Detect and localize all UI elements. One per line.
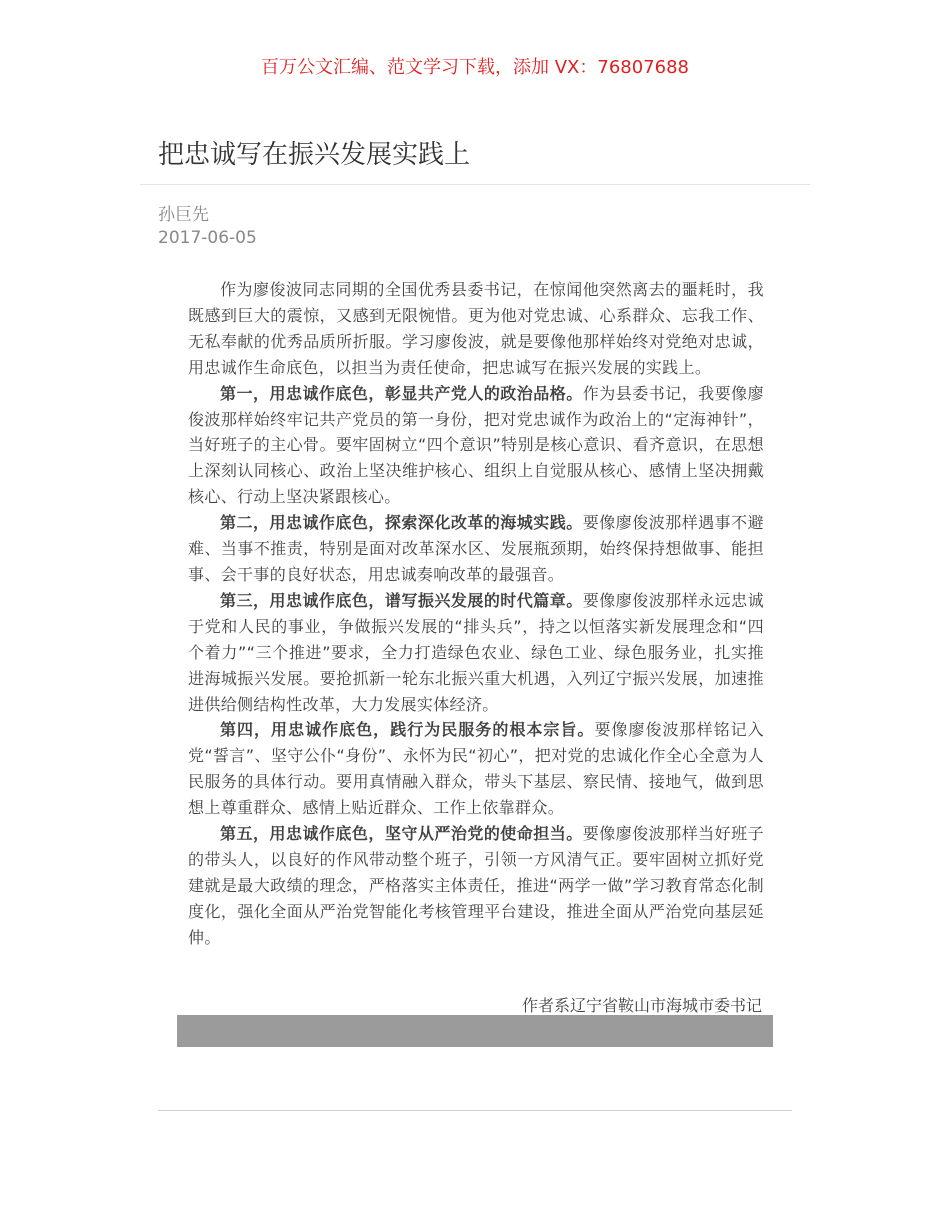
bottom-divider (158, 1110, 792, 1111)
section-heading: 第三，用忠诚作底色，谱写振兴发展的时代篇章。 (220, 590, 583, 610)
intro-paragraph: 作为廖俊波同志同期的全国优秀县委书记，在惊闻他突然离去的噩耗时，我既感到巨大的震惊，又感到无限惋惜。更为他对党忠诚、心系群众、忘我工作、无私奉献的优秀品质所折服。学习廖俊波，就是要像他那样始终对党绝对忠诚，用忠诚作生命底色，以担当为责任使命，把忠诚写在振兴发展的实践上。 (188, 280, 764, 377)
section-body: 要像廖俊波那样铭记入党“誓言”、坚守公仆“身份”、永怀为民“初心”，把对党的忠诚化作全心全意为人民服务的具体行动。要用真情融入群众，带头下基层、察民情、接地气，做到思想上尊重群众、感情上贴近群众、工作上依靠群众。 (188, 720, 764, 818)
section-heading: 第一，用忠诚作底色，彰显共产党人的政治品格。 (220, 383, 583, 403)
article-title: 把忠诚写在振兴发展实践上 (158, 140, 471, 170)
section-body: 要像廖俊波那样遇事不避难、当事不推责，特别是面对改革深水区、发展瓶颈期，始终保持想做事、能担事、会干事的良好状态，用忠诚奏响改革的最强音。 (188, 513, 765, 584)
title-divider (140, 184, 810, 185)
promo-banner: 百万公文汇编、范文学习下载，添加 VX：76807688 (261, 57, 689, 78)
article-date: 2017-06-05 (158, 228, 257, 248)
author-signoff: 作者系辽宁省鞍山市海城市委书记 (521, 996, 762, 1015)
section-paragraph (188, 381, 764, 511)
section-heading: 第五，用忠诚作底色，坚守从严治党的使命担当。 (220, 824, 583, 844)
section-body: 作为县委书记，我要像廖俊波那样始终牢记共产党员的第一身份，把对党忠诚作为政治上的“定海神针”，当好班子的主心骨。要牢固树立“四个意识”特别是核心意识、看齐意识，在思想上深刻认同核心、政治上坚决维护核心、组织上自觉服从核心、感情上坚决拥戴核心、行动上坚决紧跟核心。 (188, 383, 765, 507)
section-paragraph (188, 588, 764, 718)
section-heading: 第四，用忠诚作底色，践行为民服务的根本宗旨。 (220, 720, 595, 740)
section-paragraph (188, 821, 764, 951)
article-author: 孙巨先 (158, 205, 209, 225)
section-paragraph (188, 717, 764, 821)
section-body: 要像廖俊波那样永远忠诚于党和人民的事业，争做振兴发展的“排头兵”，持之以恒落实新发展理念和“四个着力”“三个推进”要求，全力打造绿色农业、绿色工业、绿色服务业，扎实推进海城振兴发展。要抢抓新一轮东北振兴重大机遇，入列辽宁振兴发展，加速推进供给侧结构性改革，大力发展实体经济。 (188, 590, 765, 714)
section-body: 要像廖俊波那样当好班子的带头人，以良好的作风带动整个班子，引领一方风清气正。要牢固树立抓好党建就是最大政绩的理念，严格落实主体责任，推进“两学一做”学习教育常态化制度化，强化全面从严治党智能化考核管理平台建设，推进全面从严治党向基层延伸。 (188, 824, 765, 947)
section-heading: 第二，用忠诚作底色，探索深化改革的海城实践。 (220, 513, 583, 533)
grey-footer-bar (177, 1015, 773, 1047)
article-body (188, 277, 764, 951)
section-paragraph (188, 510, 764, 588)
